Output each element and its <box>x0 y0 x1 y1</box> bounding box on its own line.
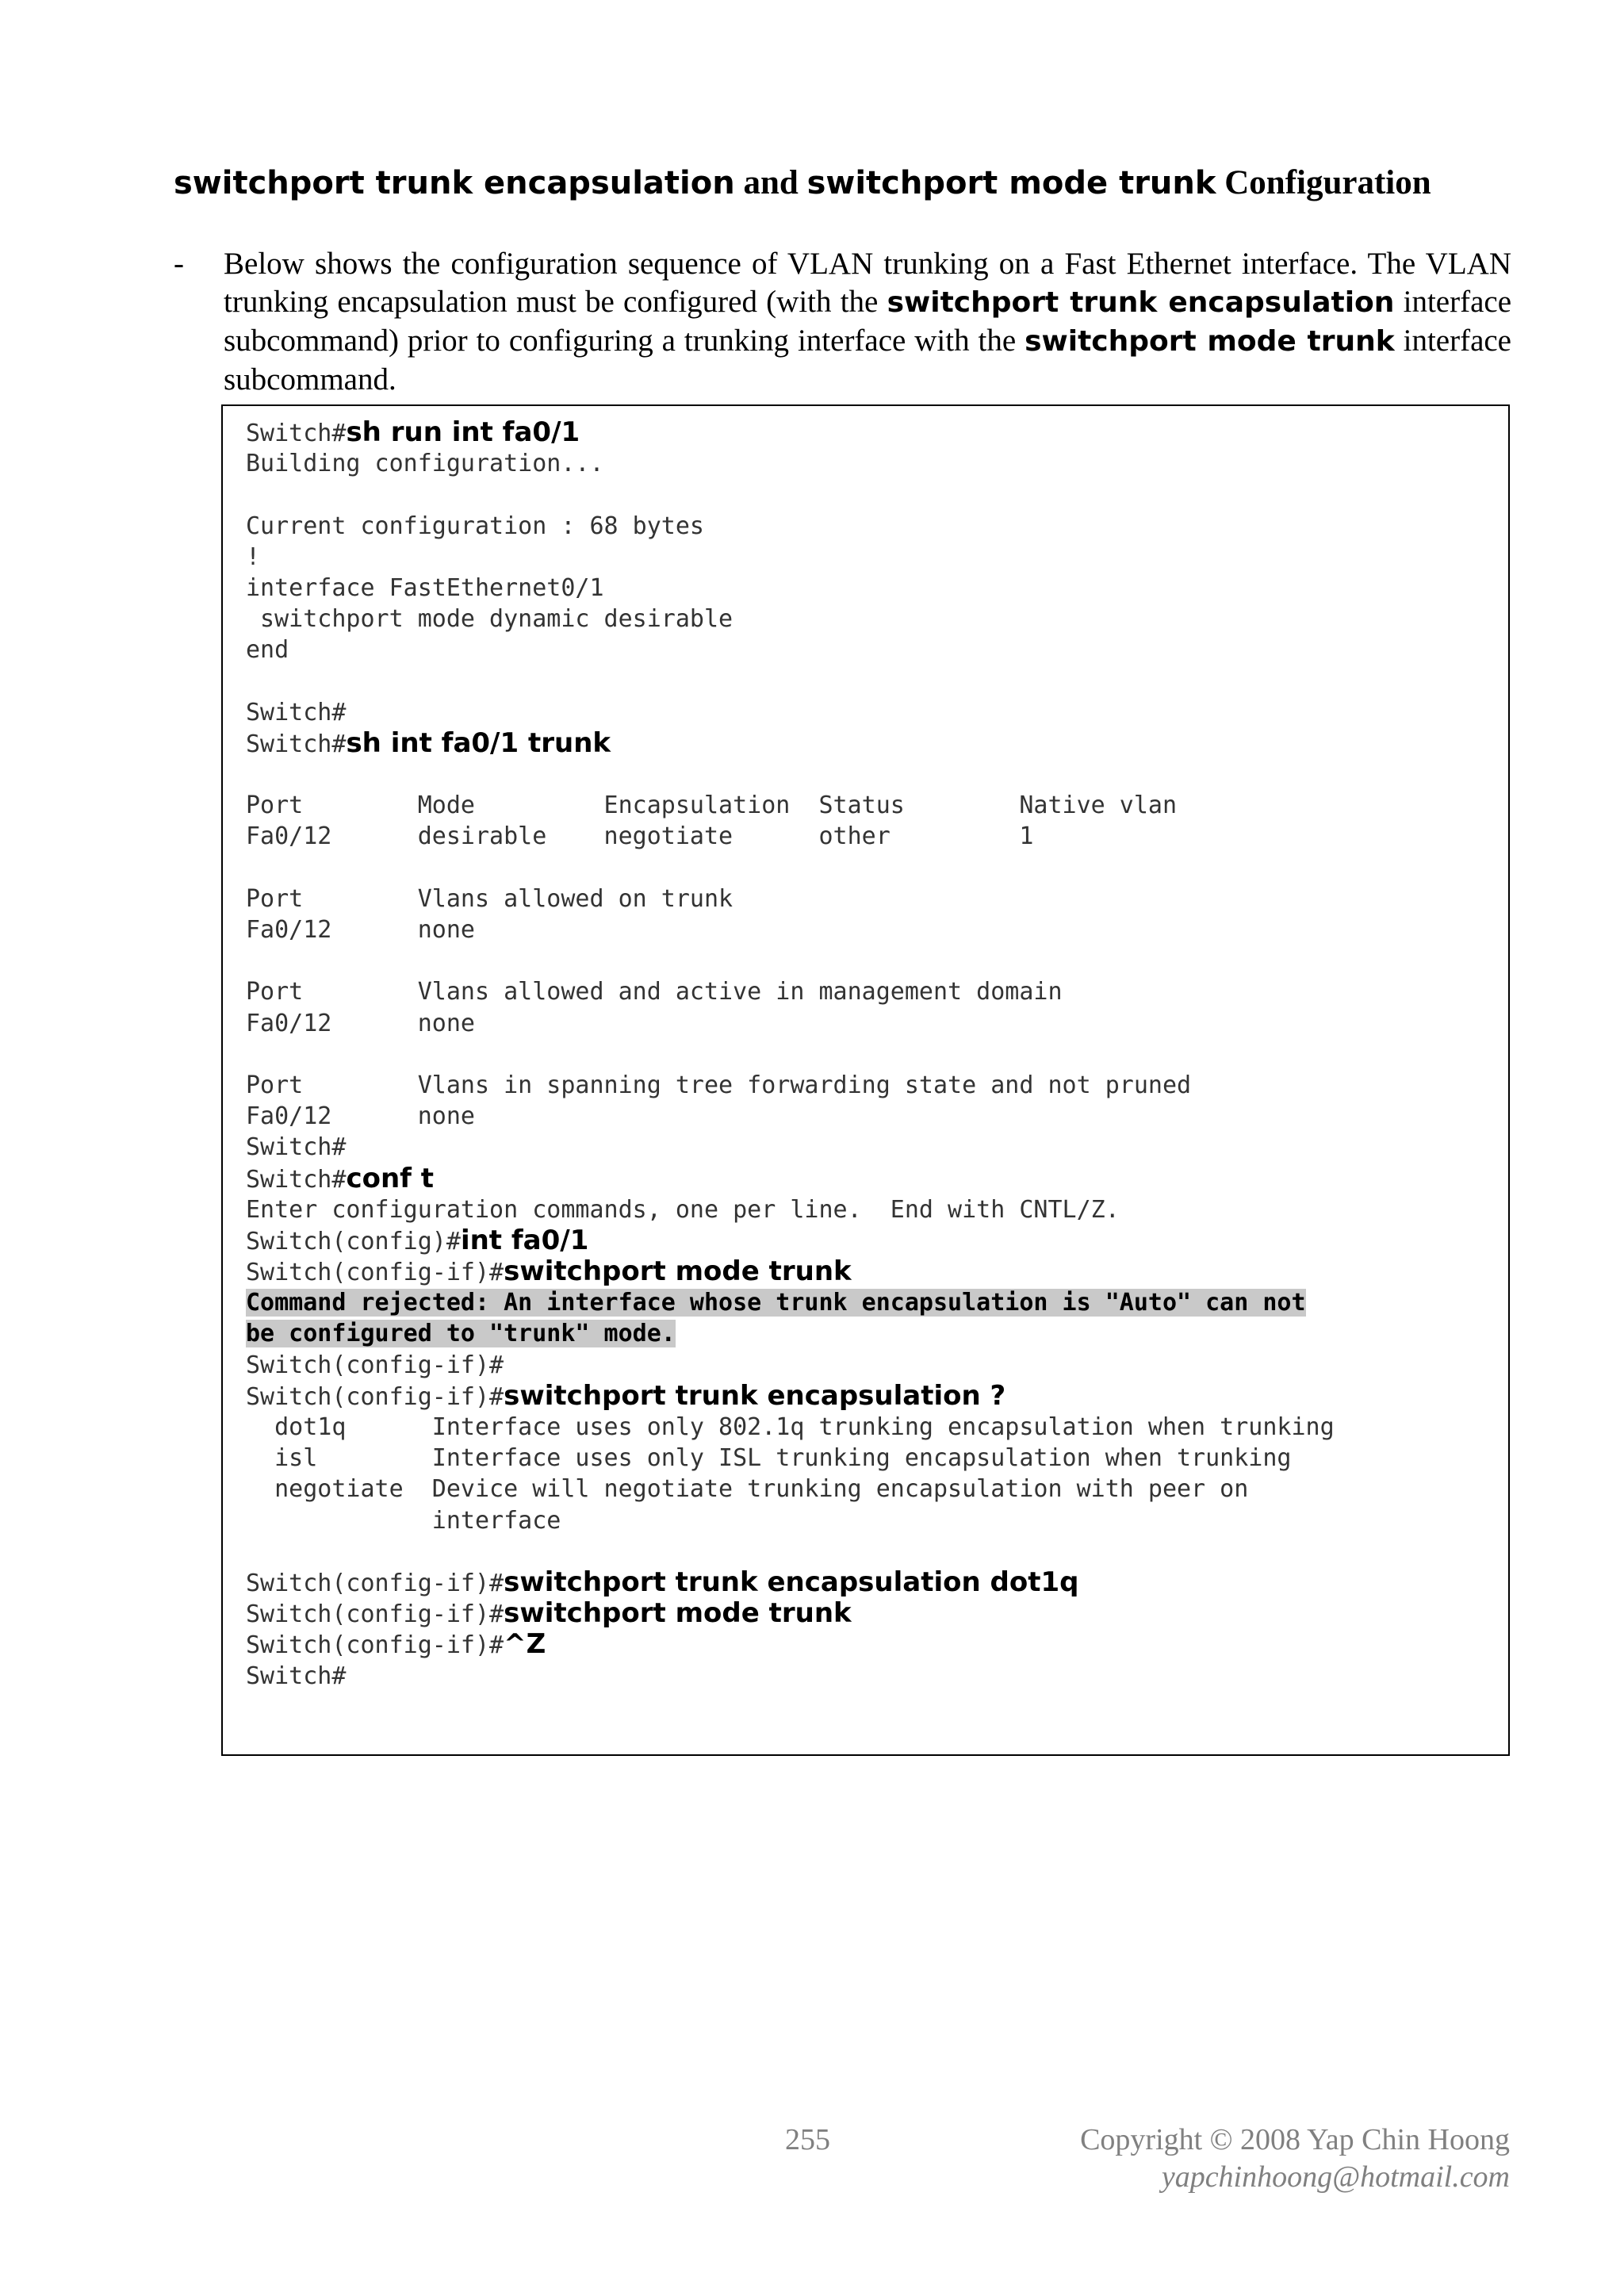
terminal-text: Switch(config-if)# <box>246 1259 504 1287</box>
terminal-line <box>246 884 1500 914</box>
section-heading <box>174 161 1522 205</box>
typed-command: switchport trunk encapsulation dot1q <box>504 1566 1079 1598</box>
terminal-line <box>246 1039 1500 1070</box>
terminal-text: Switch(config-if)# <box>246 1569 504 1597</box>
terminal-line <box>246 1008 1500 1039</box>
terminal-line <box>246 790 1500 821</box>
terminal-line <box>246 634 1500 665</box>
terminal-line <box>246 728 1500 759</box>
error-text: Command rejected: An interface whose trunk encapsulation is "Auto" can not <box>246 1289 1306 1317</box>
terminal-text: Fa0/12 none <box>246 1102 475 1131</box>
bullet-dash: - <box>174 247 184 281</box>
terminal-text: Switch(config)# <box>246 1227 461 1255</box>
intro-text-1: Below shows the configuration sequence of VLAN trunking on a Fast Ethernet interface. The VLAN trunking encapsulation must be configured (with the <box>224 247 1511 319</box>
error-text: be configured to "trunk" mode. <box>246 1320 676 1348</box>
terminal-text: Fa0/12 none <box>246 1009 475 1037</box>
typed-command: conf t <box>346 1162 435 1194</box>
terminal-text: Port Vlans allowed and active in management domain <box>246 978 1063 1006</box>
typed-command: ^Z <box>504 1628 546 1661</box>
terminal-text: Switch# <box>246 698 347 726</box>
intro-text-2: interface subcommand) prior to configuring a trunking interface with the <box>224 285 1512 358</box>
terminal-line <box>246 542 1500 573</box>
terminal-line <box>246 1101 1500 1132</box>
terminal-text: Switch(config-if)# <box>246 1600 504 1629</box>
terminal-line <box>246 511 1500 542</box>
terminal-text: Enter configuration commands, one per line. End with CNTL/Z. <box>246 1195 1120 1224</box>
typed-command: sh int fa0/1 trunk <box>346 726 611 759</box>
heading-command-1: switchport trunk encapsulation <box>174 165 735 201</box>
page-number: 255 <box>785 2123 830 2156</box>
terminal-text: isl Interface uses only ISL trunking encapsulation when trunking <box>246 1444 1292 1473</box>
intro-command-2: switchport mode trunk <box>1025 325 1395 358</box>
terminal-output-box <box>221 404 1510 1756</box>
terminal-line <box>246 945 1500 976</box>
terminal-line <box>246 1629 1500 1660</box>
terminal-text: Building configuration... <box>246 450 604 478</box>
terminal-text: end <box>246 636 289 665</box>
terminal-line <box>246 666 1500 697</box>
typed-command: int fa0/1 <box>460 1224 589 1256</box>
terminal-line <box>246 1412 1500 1443</box>
heading-command-2: switchport mode trunk <box>806 165 1216 201</box>
terminal-text: ! <box>246 542 261 571</box>
heading-suffix: Configuration <box>1216 164 1431 201</box>
terminal-line <box>246 759 1500 790</box>
terminal-text: Switch(config-if)# <box>246 1351 504 1379</box>
terminal-text: Fa0/12 none <box>246 916 475 944</box>
terminal-text: Switch# <box>246 730 347 758</box>
terminal-text: Port Mode Encapsulation Status Native vlan <box>246 792 1177 820</box>
copyright-notice: Copyright © 2008 Yap Chin Hoong <box>1080 2123 1510 2156</box>
terminal-text: interface FastEthernet0/1 <box>246 573 604 602</box>
terminal-line <box>246 1256 1500 1287</box>
terminal-line <box>246 914 1500 945</box>
terminal-line <box>246 1443 1500 1474</box>
terminal-line <box>246 1536 1500 1567</box>
terminal-text: Current configuration : 68 bytes <box>246 512 704 540</box>
terminal-text: Switch# <box>246 1662 347 1690</box>
error-line <box>246 1318 1500 1349</box>
terminal-text: Port Vlans allowed on trunk <box>246 884 733 913</box>
terminal-line <box>246 1567 1500 1598</box>
terminal-text: negotiate Device will negotiate trunking encapsulation with peer on <box>246 1475 1249 1504</box>
terminal-text: Switch(config-if)# <box>246 1631 504 1660</box>
terminal-text: Switch# <box>246 1133 347 1162</box>
terminal-text: Switch(config-if)# <box>246 1382 504 1411</box>
terminal-line <box>246 479 1500 510</box>
terminal-line <box>246 417 1500 448</box>
terminal-text: Switch# <box>246 1165 347 1194</box>
terminal-line <box>246 1194 1500 1225</box>
terminal-line <box>246 1132 1500 1163</box>
typed-command: sh run int fa0/1 <box>346 416 580 448</box>
typed-command: switchport trunk encapsulation ? <box>504 1379 1006 1412</box>
terminal-lines <box>246 417 1500 1692</box>
terminal-text: interface <box>246 1506 561 1535</box>
terminal-line <box>246 1350 1500 1381</box>
terminal-line <box>246 1381 1500 1412</box>
terminal-text: switchport mode dynamic desirable <box>246 605 733 634</box>
terminal-line <box>246 1505 1500 1536</box>
typed-command: switchport mode trunk <box>504 1597 852 1630</box>
terminal-line <box>246 1661 1500 1692</box>
terminal-line <box>246 1070 1500 1101</box>
intro-text-3: interface subcommand. <box>224 324 1511 397</box>
terminal-line <box>246 1225 1500 1256</box>
terminal-text: Fa0/12 desirable negotiate other 1 <box>246 822 1034 851</box>
terminal-text: dot1q Interface uses only 802.1q trunking encapsulation when trunking <box>246 1413 1335 1441</box>
terminal-line <box>246 604 1500 634</box>
intro-command-1: switchport trunk encapsulation <box>887 286 1395 319</box>
terminal-line <box>246 976 1500 1007</box>
terminal-line <box>246 1474 1500 1504</box>
terminal-line <box>246 821 1500 852</box>
terminal-line <box>246 697 1500 728</box>
terminal-line <box>246 573 1500 604</box>
terminal-line <box>246 1163 1500 1194</box>
intro-paragraph <box>224 245 1511 399</box>
typed-command: switchport mode trunk <box>504 1255 852 1288</box>
error-line <box>246 1287 1500 1318</box>
terminal-text: Switch# <box>246 420 347 447</box>
terminal-line <box>246 1598 1500 1629</box>
terminal-line <box>246 448 1500 479</box>
author-email: yapchinhoong@hotmail.com <box>1161 2160 1510 2194</box>
heading-conjunction: and <box>734 164 807 201</box>
terminal-text: Port Vlans in spanning tree forwarding state and not pruned <box>246 1071 1192 1099</box>
terminal-line <box>246 853 1500 884</box>
